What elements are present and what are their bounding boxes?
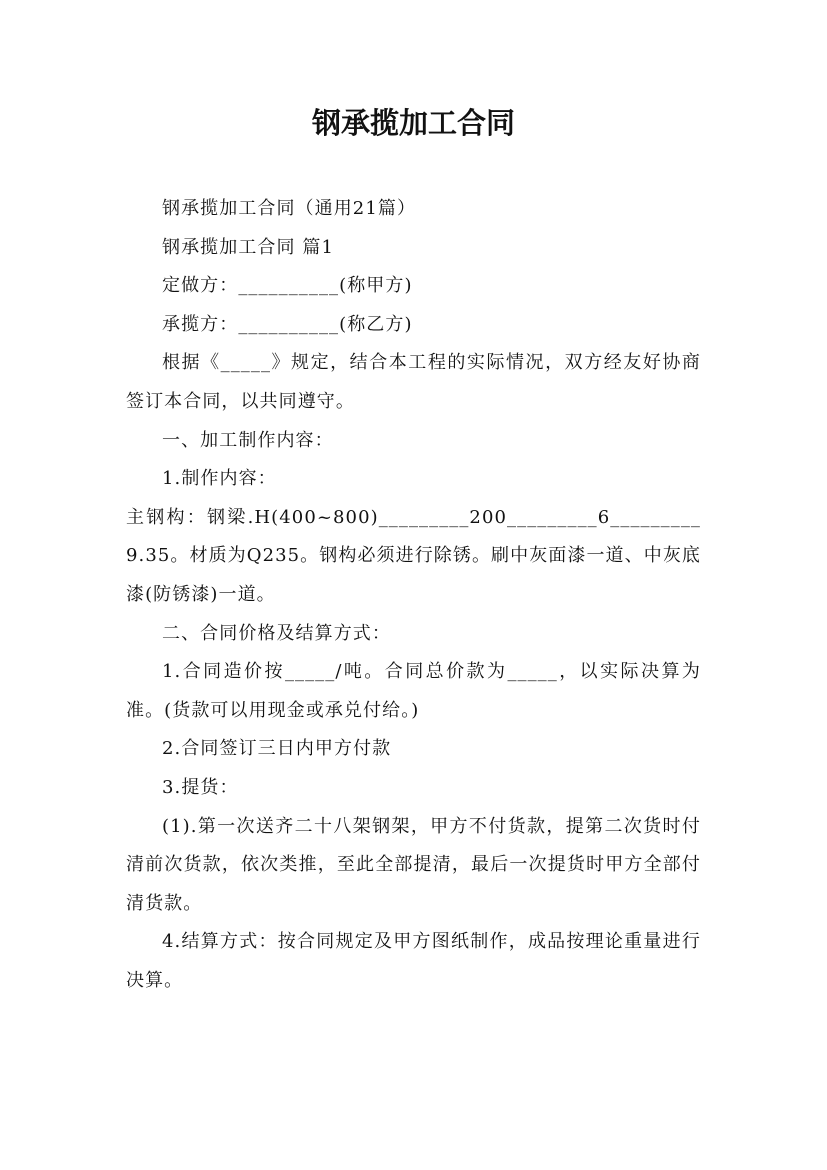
paragraph-content-item: 1.制作内容：: [162, 468, 277, 490]
paragraph-settlement-item: 4.结算方式：按合同规定及甲方图纸制作，成品按理论重量进行决算。: [126, 931, 701, 991]
paragraph-heading-price: 二、合同价格及结算方式：: [162, 622, 391, 644]
paragraph-heading-content: 一、加工制作内容：: [162, 429, 334, 451]
document-body: [126, 190, 701, 1000]
paragraph-pickup-detail: (1).第一次送齐二十八架钢架，甲方不付货款，提第二次货时付清前次货款，依次类推，至此全部提清，最后一次提货时甲方全部付清货款。: [126, 815, 701, 914]
paragraph-steel-spec: 主钢构：钢梁.H(400~800)_________200_________6_________9.35。材质为Q235。钢构必须进行除锈。刷中灰面漆一道、中灰底漆(防锈漆)一道。: [126, 506, 701, 605]
document-title: 钢承揽加工合同: [311, 106, 515, 140]
paragraph-pickup-heading: 3.提货：: [162, 776, 239, 798]
paragraph-party-b: 承揽方：__________(称乙方): [162, 313, 413, 335]
paragraph-payment-item: 2.合同签订三日内甲方付款: [162, 738, 392, 760]
paragraph-subtitle: 钢承揽加工合同（通用21篇）: [162, 198, 417, 219]
paragraph-preamble: 根据《_____》规定，结合本工程的实际情况，双方经友好协商签订本合同，以共同遵守。: [126, 352, 701, 412]
paragraph-section-heading: 钢承揽加工合同 篇1: [162, 236, 334, 258]
paragraph-party-a: 定做方：__________(称甲方): [162, 275, 413, 297]
paragraph-price-item: 1.合同造价按_____/吨。合同总价款为_____，以实际决算为准。(货款可以用现金或承兑付给。): [126, 661, 701, 721]
